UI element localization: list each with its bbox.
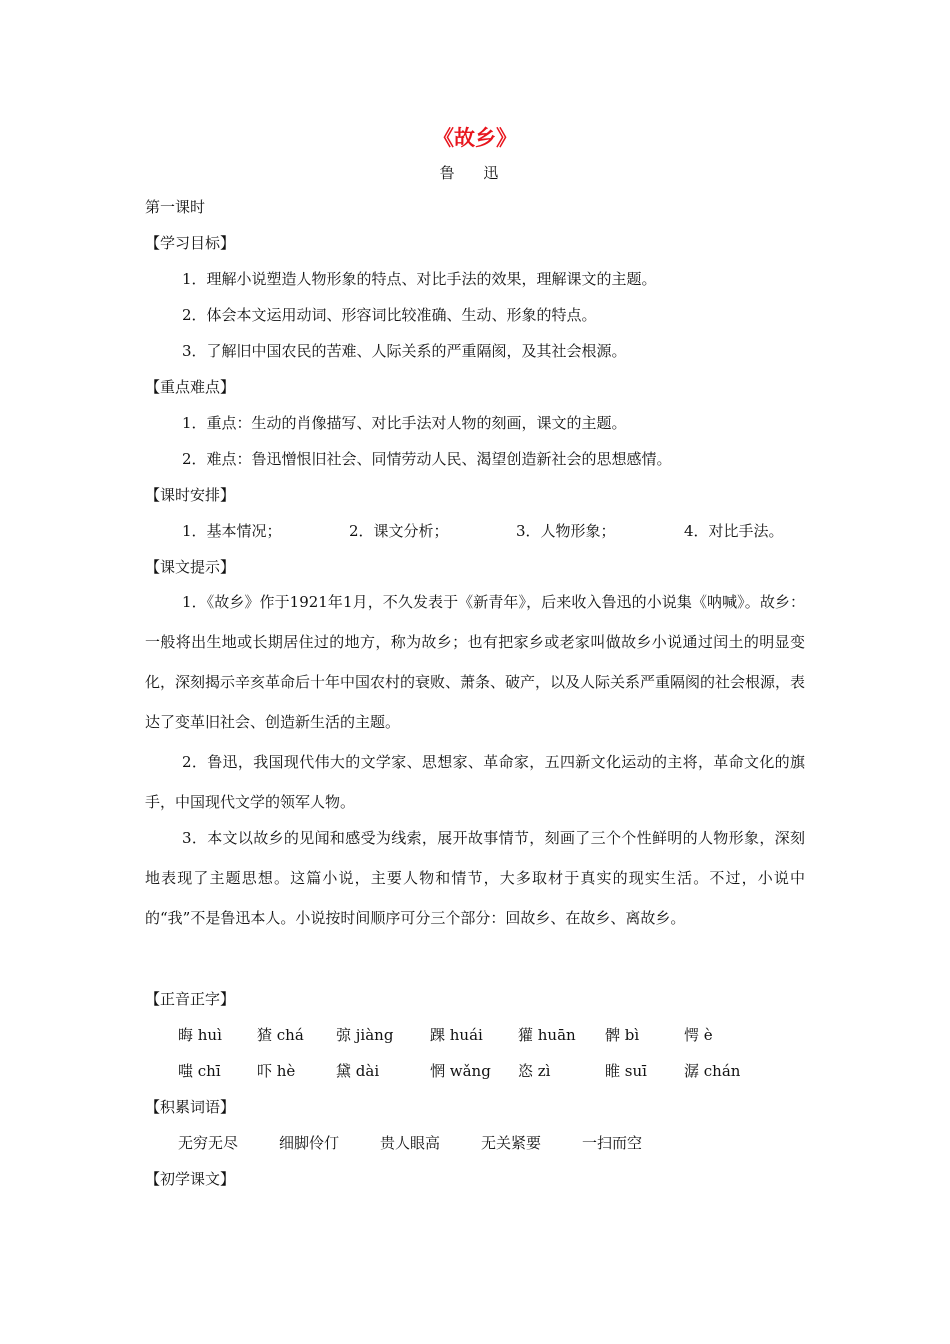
section-heading-schedule: 【课时安排】 — [145, 486, 236, 504]
pinyin-entry: 愕 è — [684, 1026, 713, 1044]
pinyin-entry: 猹 chá — [257, 1026, 304, 1044]
section-heading-vocab: 【积累词语】 — [145, 1098, 236, 1116]
schedule-item: 2．课文分析； — [349, 522, 449, 540]
section-heading-goals: 【学习目标】 — [145, 234, 236, 252]
schedule-item: 4．对比手法。 — [684, 522, 784, 540]
schedule-item: 3．人物形象； — [516, 522, 616, 540]
hint-paragraph: 1．《故乡》作于1921年1月，不久发表于《新青年》，后来收入鲁迅的小说集《呐喊》。故乡：一般将出生地或长期居住过的地方，称为故乡；也有把家乡或老家叫做故乡小说通过闰土的明显变化，深刻揭示辛亥革命后十年中国农村的衰败、萧条、破产，以及人际关系严重隔阂的社会根源，表达了变革旧社会、创造新生活的主题。 — [145, 593, 806, 731]
keypoint-item: 1．重点：生动的肖像描写、对比手法对人物的刻画，课文的主题。 — [182, 414, 627, 432]
hint-paragraph: 3．本文以故乡的见闻和感受为线索，展开故事情节，刻画了三个个性鲜明的人物形象，深刻地表现了主题思想。这篇小说，主要人物和情节，大多取材于真实的现实生活。不过，小说中的“我”不是鲁迅本人。小说按时间顺序可分三个部分：回故乡、在故乡、离故乡。 — [145, 829, 805, 927]
vocab-word: 贵人眼高 — [380, 1134, 441, 1152]
pinyin-entry: 黛 dài — [336, 1062, 380, 1080]
vocab-word: 无穷无尽 — [178, 1134, 239, 1152]
page-title: 《故乡》 — [433, 125, 517, 150]
hint-paragraph: 2．鲁迅，我国现代伟大的文学家、思想家、革命家，五四新文化运动的主将，革命文化的旗手，中国现代文学的领军人物。 — [145, 753, 805, 811]
pinyin-entry: 潺 chán — [684, 1062, 741, 1080]
schedule-item: 1．基本情况； — [182, 522, 282, 540]
pinyin-entry: 髀 bì — [605, 1026, 640, 1044]
pinyin-entry: 惘 wǎng — [430, 1062, 491, 1080]
goal-item: 1．理解小说塑造人物形象的特点、对比手法的效果，理解课文的主题。 — [182, 270, 657, 288]
pinyin-entry: 弶 jiàng — [336, 1026, 394, 1044]
author: 鲁 迅 — [439, 164, 511, 182]
section-heading-first-read: 【初学课文】 — [145, 1170, 236, 1188]
section-heading-keypoints: 【重点难点】 — [145, 378, 236, 396]
vocab-word: 细脚伶仃 — [279, 1134, 340, 1152]
pinyin-entry: 睢 suī — [605, 1062, 647, 1080]
goal-item: 2．体会本文运用动词、形容词比较准确、生动、形象的特点。 — [182, 306, 597, 324]
pinyin-entry: 晦 huì — [178, 1026, 222, 1044]
vocab-word: 无关紧要 — [481, 1134, 542, 1152]
pinyin-entry: 吓 hè — [257, 1062, 296, 1080]
vocab-word: 一扫而空 — [582, 1134, 643, 1152]
pinyin-entry: 獾 huān — [518, 1026, 576, 1044]
lesson-label: 第一课时 — [145, 198, 206, 216]
section-heading-hints: 【课文提示】 — [145, 558, 236, 576]
keypoint-item: 2．难点：鲁迅憎恨旧社会、同情劳动人民、渴望创造新社会的思想感情。 — [182, 450, 672, 468]
pinyin-entry: 嗤 chī — [178, 1062, 221, 1080]
pinyin-entry: 恣 zì — [518, 1062, 551, 1080]
goal-item: 3．了解旧中国农民的苦难、人际关系的严重隔阂，及其社会根源。 — [182, 342, 627, 360]
section-heading-pronunciation: 【正音正字】 — [145, 990, 236, 1008]
pinyin-entry: 踝 huái — [430, 1026, 483, 1044]
